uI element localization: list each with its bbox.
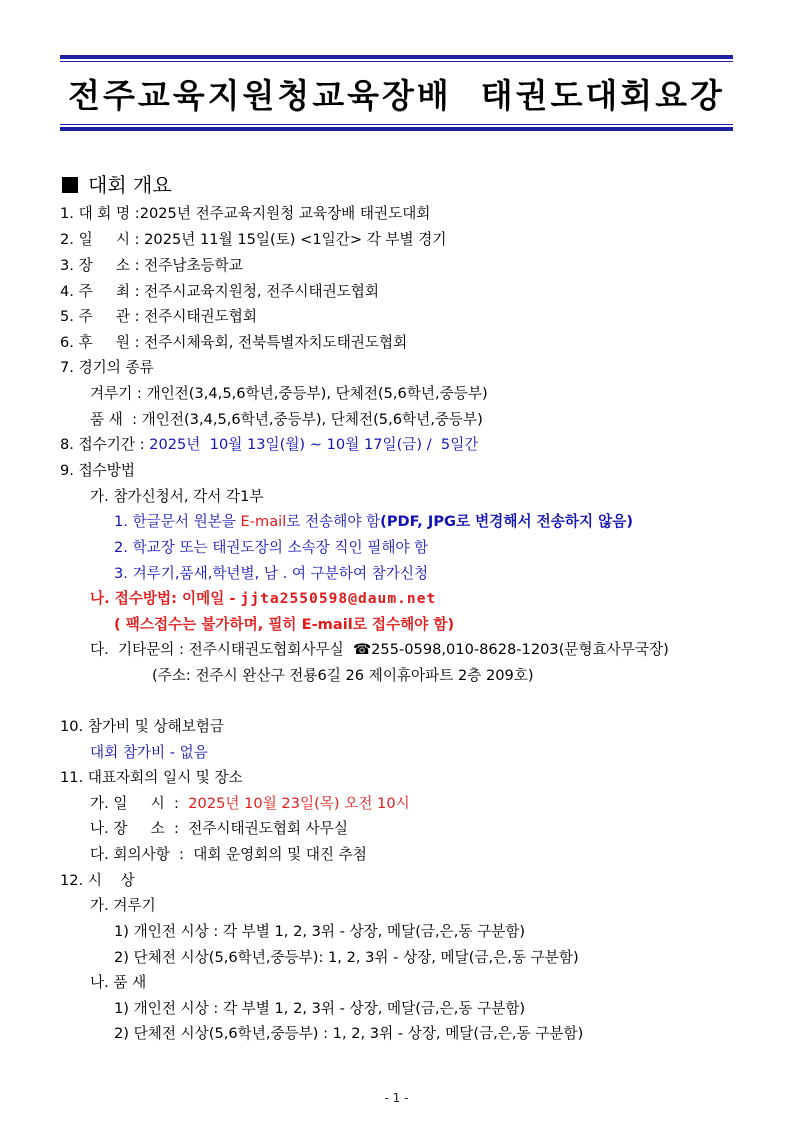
item-organizer: 5. 주 관 : 전주시태권도협회: [60, 308, 257, 325]
meeting-agenda: 다. 회의사항 : 대회 운영회의 및 대진 추첨: [90, 846, 367, 863]
page-number: - 1 -: [384, 1091, 409, 1105]
item-registration-method: 9. 접수방법: [60, 462, 135, 479]
item-host: 4. 주 최 : 전주시교육지원청, 전주시태권도협회: [60, 283, 379, 300]
title-rule-bottom-thin: [60, 124, 733, 125]
inquiry-address: (주소: 전주시 완산구 전룡6길 26 제이휴아파트 2층 209호): [152, 667, 534, 684]
section-title: 대회 개요: [88, 173, 172, 197]
item-event-types: 7. 경기의 종류: [60, 359, 154, 376]
item-date: 2. 일 시 : 2025년 11월 15일(토) <1일간> 각 부별 경기: [60, 231, 447, 248]
meeting-place: 나. 장 소 : 전주시태권도협회 사무실: [90, 820, 348, 837]
method-email: 나. 접수방법: 이메일 - jjta2550598@daum.net: [90, 590, 437, 607]
registration-period-label: 8. 접수기간 :: [60, 436, 150, 453]
section-heading: [62, 170, 172, 200]
document-title: 전주교육지원청교육장배 태권도대회요강: [68, 76, 725, 115]
method-documents: 가. 참가신청서, 각서 각1부: [90, 488, 264, 505]
awards-poomsae-individual: 1) 개인전 시상 : 각 부별 1, 2, 3위 - 상장, 메달(금,은,동 구분함): [114, 1000, 526, 1017]
method-step-3: 3. 겨루기,품새,학년별, 남 . 여 구분하여 참가신청: [114, 565, 429, 582]
method-inquiry: 다. 기타문의 : 전주시태권도협회사무실 ☎255-0598,010-8628-1203(문형효사무국장): [90, 641, 669, 658]
square-bullet-icon: [62, 177, 78, 193]
awards-poomsae: 나. 품 새: [90, 974, 147, 991]
item-fees: 10. 참가비 및 상해보험금: [60, 718, 225, 735]
fees-value: 대회 참가비 - 없음: [90, 744, 208, 761]
method-step-2: 2. 학교장 또는 태권도장의 소속장 직인 필해야 함: [114, 539, 429, 556]
method-fax-note: ( 팩스접수는 불가하며, 필히 E-mail로 접수해야 함): [114, 616, 455, 633]
email-keyword: E-mail: [240, 513, 287, 530]
item-venue: 3. 장 소 : 전주남초등학교: [60, 257, 243, 274]
title-rule-top-thin: [60, 61, 733, 62]
method-step-1: 1. 한글문서 원본을 E-mail로 전송해야 함(PDF, JPG로 변경해서 전송하지 않음): [114, 513, 633, 530]
event-type-poomsae: 품 새 : 개인전(3,4,5,6학년,중등부), 단체전(5,6학년,중등부): [90, 411, 483, 428]
awards-poomsae-team: 2) 단체전 시상(5,6학년,중등부) : 1, 2, 3위 - 상장, 메달(금,은,동 구분함): [114, 1025, 584, 1042]
awards-kyorugi-individual: 1) 개인전 시상 : 각 부별 1, 2, 3위 - 상장, 메달(금,은,동 구분함): [114, 923, 526, 940]
item-event-name: 1. 대 회 명 :2025년 전주교육지원청 교육장배 태권도대회: [60, 205, 431, 222]
event-type-kyorugi: 겨루기 : 개인전(3,4,5,6학년,중등부), 단체전(5,6학년,중등부): [90, 385, 488, 402]
awards-kyorugi-team: 2) 단체전 시상(5,6학년,중등부): 1, 2, 3위 - 상장, 메달(금,은,동 구분함): [114, 949, 579, 966]
title-rule-bottom: [60, 127, 733, 131]
meeting-datetime: 가. 일 시 : 2025년 10월 23일(목) 오전 10시: [90, 795, 410, 812]
item-awards: 12. 시 상: [60, 872, 135, 889]
registration-period-value: 2025년 10월 13일(월) ~ 10월 17일(금) / 5일간: [149, 436, 479, 453]
item-sponsor: 6. 후 원 : 전주시체육회, 전북특별자치도태권도협회: [60, 334, 408, 351]
item-registration-period: [60, 434, 478, 456]
awards-kyorugi: 가. 겨루기: [90, 897, 156, 914]
email-address[interactable]: jjta2550598@daum.net: [240, 590, 437, 607]
item-meeting: 11. 대표자회의 일시 및 장소: [60, 769, 243, 786]
title-rule-top: [60, 55, 733, 59]
meeting-datetime-value: 2025년 10월 23일(목) 오전 10시: [188, 795, 410, 812]
